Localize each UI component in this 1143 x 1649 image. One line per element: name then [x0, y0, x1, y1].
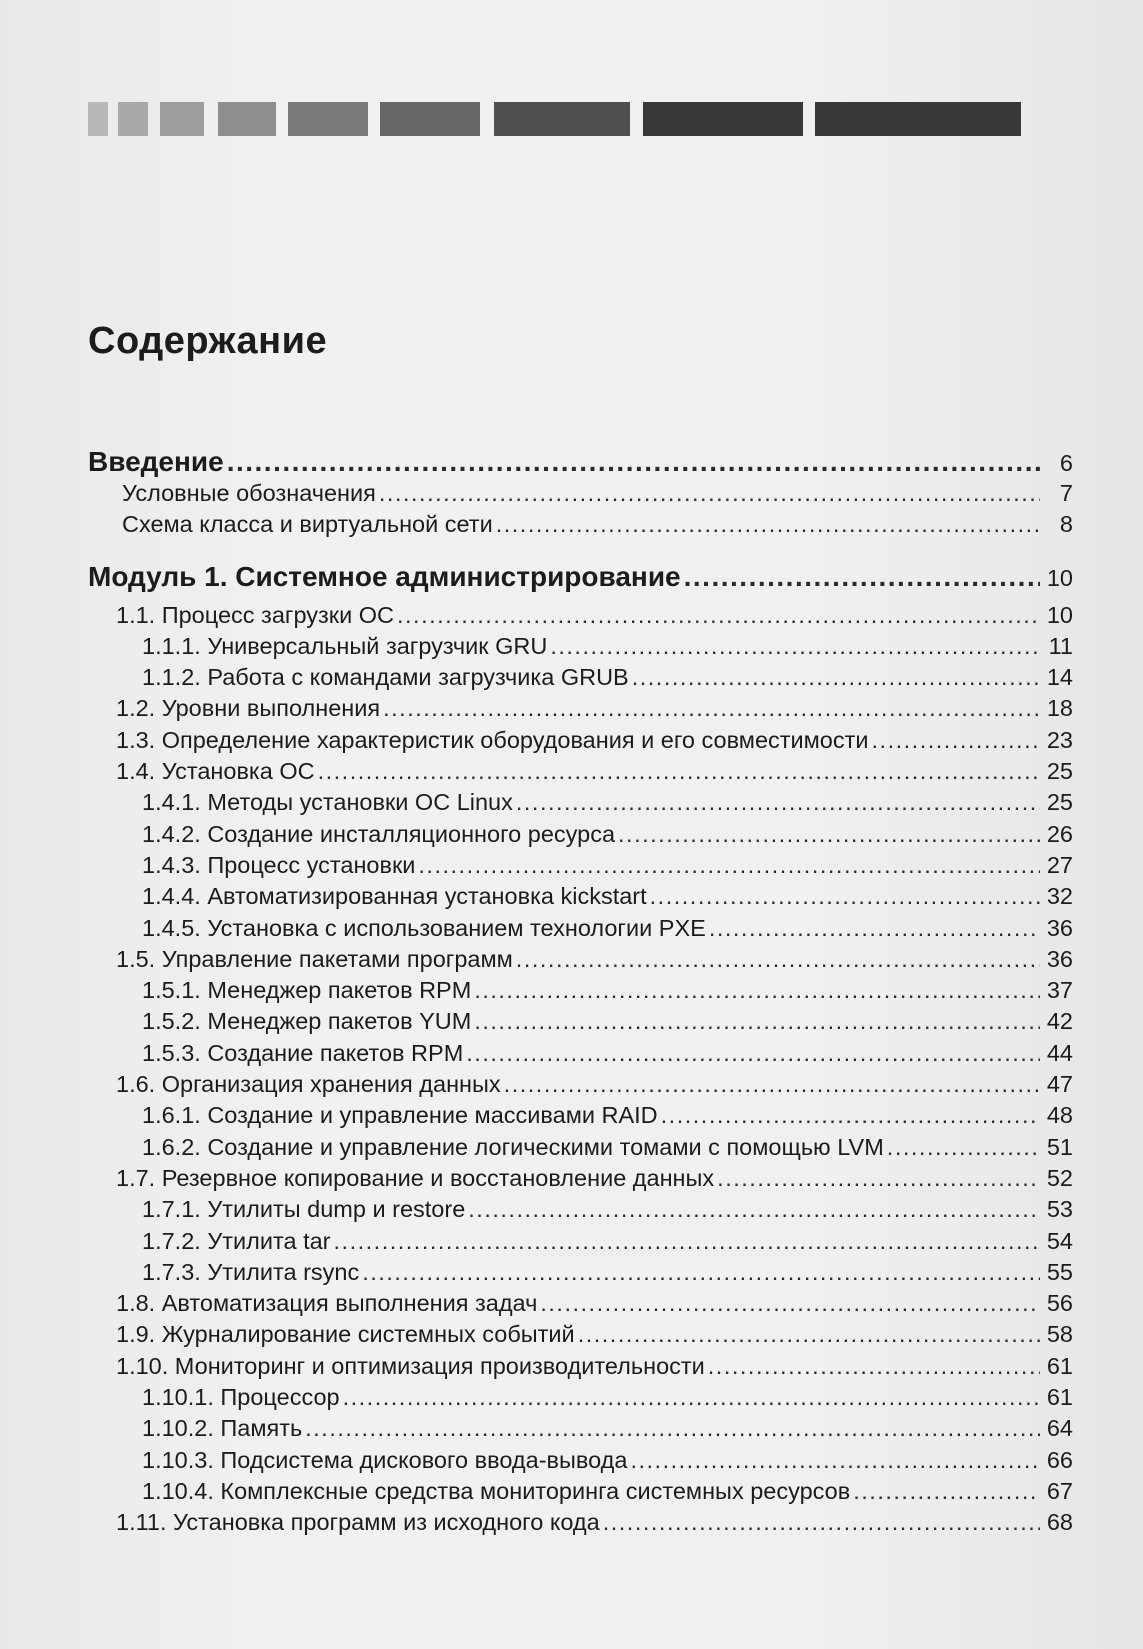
toc-entry-page-number: 66	[1046, 1446, 1073, 1473]
decorative-bar-segment	[160, 102, 204, 136]
dot-leader	[708, 1351, 1040, 1382]
toc-entry[interactable]	[88, 787, 1073, 818]
toc-entry[interactable]	[88, 1319, 1073, 1350]
toc-entry-title: 1.10.2. Память	[142, 1415, 303, 1442]
dot-leader	[618, 819, 1040, 850]
toc-entry[interactable]	[88, 975, 1073, 1006]
dot-leader	[887, 1132, 1040, 1163]
toc-entry[interactable]	[88, 662, 1073, 693]
dot-leader	[468, 1194, 1040, 1225]
toc-entry[interactable]	[88, 1100, 1073, 1131]
dot-leader	[578, 1319, 1040, 1350]
toc-entry-page-number: 27	[1046, 851, 1073, 878]
dot-leader	[853, 1476, 1040, 1507]
dot-leader	[379, 478, 1040, 509]
dot-leader	[540, 1288, 1040, 1319]
toc-entry-page-number: 36	[1046, 945, 1073, 972]
toc-entry[interactable]	[88, 1288, 1073, 1319]
decorative-bar-segment	[815, 102, 1021, 136]
toc-entry[interactable]	[88, 881, 1073, 912]
toc-entry-title: 1.5. Управление пакетами программ	[116, 945, 513, 972]
toc-entry-title: 1.4.4. Автоматизированная установка kickstart	[142, 883, 647, 910]
toc-entry-title: 1.7.2. Утилита tar	[142, 1227, 331, 1254]
decorative-bar-segment	[380, 102, 480, 136]
toc-entry-title: 1.10.3. Подсистема дискового ввода-вывода	[142, 1446, 628, 1473]
toc-entry-page-number: 7	[1059, 480, 1073, 506]
decorative-bar-segment	[643, 102, 803, 136]
toc-entry-page-number: 25	[1046, 789, 1073, 816]
toc-entry[interactable]	[88, 1507, 1073, 1538]
toc-entry[interactable]	[88, 446, 1073, 478]
toc-entry-title: 1.10.1. Процессор	[142, 1384, 340, 1411]
toc-entry-page-number: 14	[1046, 664, 1073, 691]
toc-entry-page-number: 54	[1046, 1227, 1073, 1254]
toc-entry-page-number: 51	[1046, 1133, 1073, 1160]
toc-entry[interactable]	[88, 1163, 1073, 1194]
decorative-bar-segment	[494, 102, 630, 136]
dot-leader	[334, 1226, 1040, 1257]
toc-entry[interactable]	[88, 913, 1073, 944]
dot-leader	[632, 662, 1040, 693]
dot-leader	[717, 1163, 1040, 1194]
toc-entry-title: 1.1. Процесс загрузки ОС	[116, 601, 394, 628]
dot-leader	[496, 509, 1040, 540]
toc-entry-page-number: 64	[1046, 1415, 1073, 1442]
toc-entry-page-number: 10	[1046, 601, 1073, 628]
dot-leader	[661, 1100, 1040, 1131]
page-title: Содержание	[88, 320, 328, 362]
dot-leader	[227, 446, 1040, 478]
toc-entry[interactable]	[88, 1351, 1073, 1382]
toc-entry-title: 1.8. Автоматизация выполнения задач	[116, 1290, 538, 1317]
dot-leader	[504, 1069, 1040, 1100]
toc-entry-page-number: 23	[1046, 726, 1073, 753]
decorative-bar-segment	[118, 102, 148, 136]
toc-entry[interactable]	[88, 1038, 1073, 1069]
toc-entry[interactable]	[88, 850, 1073, 881]
toc-entry-title: 1.7. Резервное копирование и восстановление данных	[116, 1164, 715, 1191]
toc-entry-page-number: 67	[1046, 1477, 1073, 1504]
toc-entry-page-number: 37	[1046, 977, 1073, 1004]
toc-entry-page-number: 6	[1059, 450, 1073, 476]
toc-entry-page-number: 52	[1046, 1164, 1073, 1191]
toc-entry-title: 1.11. Установка программ из исходного кода	[116, 1509, 600, 1536]
toc-entry-title: 1.5.2. Менеджер пакетов YUM	[142, 1008, 472, 1035]
toc-entry-page-number: 10	[1046, 564, 1073, 591]
toc-entry-title: 1.7.1. Утилиты dump и restore	[142, 1196, 466, 1223]
toc-entry[interactable]	[88, 560, 1073, 594]
toc-entry-title: 1.4.5. Установка с использованием технологии PXE	[142, 914, 706, 941]
toc-entry-title: Условные обозначения	[122, 480, 376, 506]
toc-entry[interactable]	[88, 1257, 1073, 1288]
dot-leader	[305, 1413, 1040, 1444]
toc-entry-title: 1.2. Уровни выполнения	[116, 695, 381, 722]
toc-entry-page-number: 55	[1046, 1258, 1073, 1285]
toc-entry-title: 1.10.4. Комплексные средства мониторинга системных ресурсов	[142, 1477, 851, 1504]
dot-leader	[383, 693, 1040, 724]
toc-entry[interactable]	[88, 756, 1073, 787]
dot-leader	[709, 913, 1040, 944]
toc-entry[interactable]	[88, 693, 1073, 724]
toc-entry-title: 1.10. Мониторинг и оптимизация производительности	[116, 1352, 705, 1379]
toc-entry[interactable]	[88, 1476, 1073, 1507]
toc-entry-page-number: 48	[1046, 1102, 1073, 1129]
dot-leader	[318, 756, 1040, 787]
toc-entry-title: 1.5.1. Менеджер пакетов RPM	[142, 977, 472, 1004]
toc-entry-title: Модуль 1. Системное администрирование	[88, 560, 681, 592]
toc-entry[interactable]	[88, 1413, 1073, 1444]
toc-entry[interactable]	[88, 1132, 1073, 1163]
toc-entry-page-number: 18	[1046, 695, 1073, 722]
toc-entry-title: 1.7.3. Утилита rsync	[142, 1258, 360, 1285]
toc-entry-title: Схема класса и виртуальной сети	[122, 511, 493, 538]
toc-entry[interactable]	[88, 509, 1073, 540]
toc-entry-title: 1.4. Установка ОС	[116, 758, 315, 785]
toc-entry-page-number: 32	[1046, 883, 1073, 910]
toc-entry[interactable]	[88, 944, 1073, 975]
toc-entry-title: Введение	[88, 446, 224, 477]
dot-leader	[474, 975, 1040, 1006]
dot-leader	[397, 600, 1040, 631]
toc-entry-title: 1.6.1. Создание и управление массивами RAID	[142, 1102, 658, 1129]
toc-entry-title: 1.4.1. Методы установки ОС Linux	[142, 789, 513, 816]
decorative-bar-segment	[218, 102, 276, 136]
toc-entry-page-number: 36	[1046, 914, 1073, 941]
toc-entry-page-number: 58	[1046, 1321, 1073, 1348]
toc-entry[interactable]	[88, 478, 1073, 509]
toc-entry-page-number: 68	[1046, 1509, 1073, 1536]
toc-entry-page-number: 11	[1048, 632, 1073, 659]
toc-entry-page-number: 44	[1046, 1039, 1073, 1066]
dot-leader	[474, 1006, 1040, 1037]
toc-entry-page-number: 42	[1046, 1008, 1073, 1035]
dot-leader	[362, 1257, 1040, 1288]
toc-entry-page-number: 8	[1059, 511, 1073, 538]
toc-entry[interactable]	[88, 1194, 1073, 1225]
dot-leader	[516, 944, 1040, 975]
toc-entry[interactable]	[88, 1445, 1073, 1476]
dot-leader	[343, 1382, 1040, 1413]
toc-entry[interactable]	[88, 600, 1073, 631]
toc-entry-page-number: 47	[1046, 1071, 1073, 1098]
toc-entry-page-number: 61	[1046, 1352, 1073, 1379]
toc-entry[interactable]	[88, 631, 1073, 662]
toc-entry[interactable]	[88, 1006, 1073, 1037]
dot-leader	[418, 850, 1040, 881]
toc-entry-title: 1.4.2. Создание инсталляционного ресурса	[142, 820, 616, 847]
dot-leader	[603, 1507, 1040, 1538]
toc-entry-title: 1.6. Организация хранения данных	[116, 1071, 501, 1098]
toc-entry[interactable]	[88, 1382, 1073, 1413]
dot-leader	[650, 881, 1040, 912]
toc-entry-title: 1.1.2. Работа с командами загрузчика GRUB	[142, 664, 629, 691]
toc-entry-title: 1.3. Определение характеристик оборудования и его совместимости	[116, 726, 869, 753]
toc-entry[interactable]	[88, 725, 1073, 756]
toc-entry-page-number: 61	[1046, 1384, 1073, 1411]
toc-entry-page-number: 26	[1046, 820, 1073, 847]
table-of-contents	[88, 446, 1073, 1539]
toc-entry-page-number: 25	[1046, 758, 1073, 785]
toc-entry[interactable]	[88, 819, 1073, 850]
dot-leader	[550, 631, 1040, 662]
toc-entry-page-number: 53	[1046, 1196, 1073, 1223]
dot-leader	[630, 1445, 1040, 1476]
dot-leader	[872, 725, 1040, 756]
toc-entry-title: 1.6.2. Создание и управление логическими томами с помощью LVM	[142, 1133, 884, 1160]
toc-entry-title: 1.4.3. Процесс установки	[142, 851, 416, 878]
toc-entry-title: 1.5.3. Создание пакетов RPM	[142, 1039, 464, 1066]
toc-entry[interactable]	[88, 1069, 1073, 1100]
toc-entry-title: 1.1.1. Универсальный загрузчик GRU	[142, 632, 548, 659]
toc-entry-page-number: 56	[1046, 1290, 1073, 1317]
decorative-bar-segment	[288, 102, 368, 136]
toc-entry-title: 1.9. Журналирование системных событий	[116, 1321, 575, 1348]
dot-leader	[466, 1038, 1040, 1069]
toc-entry[interactable]	[88, 1226, 1073, 1257]
dot-leader	[684, 560, 1040, 594]
decorative-bar-segment	[88, 102, 108, 136]
dot-leader	[516, 787, 1040, 818]
